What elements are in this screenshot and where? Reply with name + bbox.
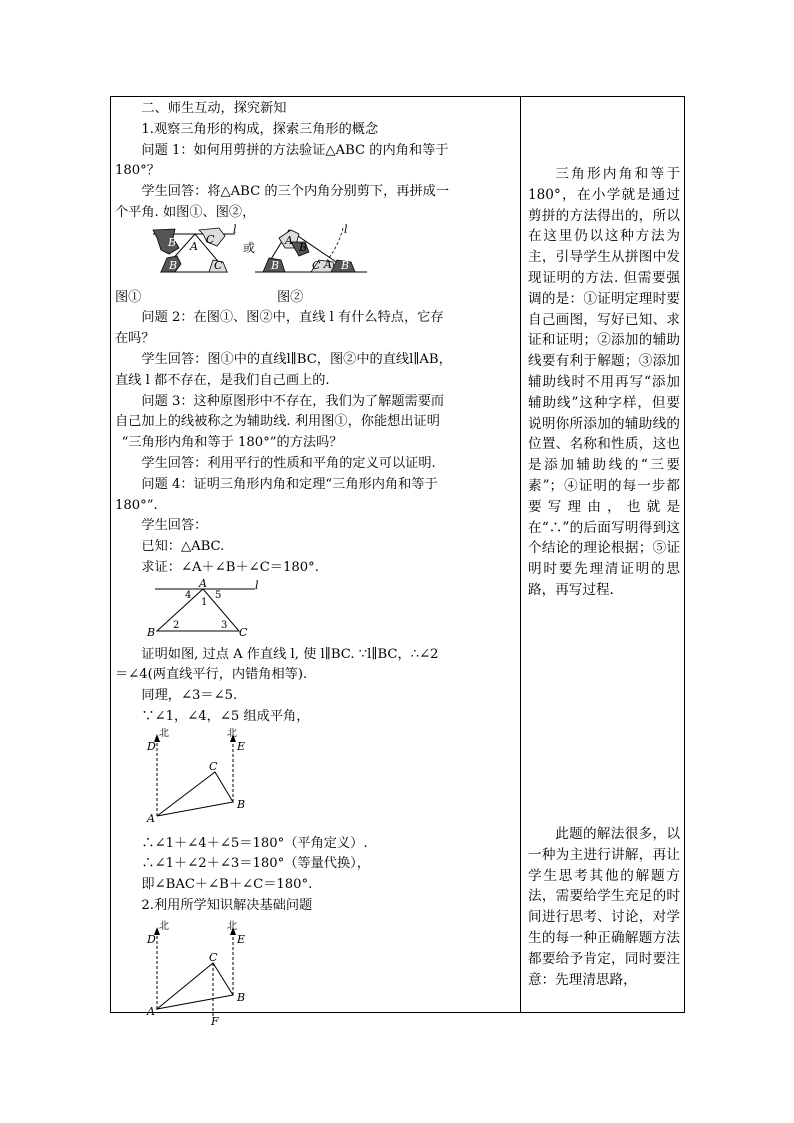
triangle-abc-figure bbox=[115, 579, 517, 637]
angle-5-label: 5 bbox=[215, 589, 222, 601]
question-1: 问题 1：如何用剪拼的方法验证△ABC 的内角和等于 bbox=[141, 142, 449, 158]
subsection-heading-2: 2.利用所学知识解决基础问题 bbox=[141, 897, 313, 913]
note-1-text: 三角形内角和等于 180°，在小学就是通过剪拼的方法得出的，所以在这里仍以这种方法为主，引导学生从拼图中发现证明的方法. 但需要强调的是：①证明定理时要自己画图，写好已知、求证和证明；②添加的辅助线要有利于解题；③添加辅助线时不用再写“添加辅助线”这种字样，但要说明你所添加的辅助线的位置、名称和性质，这也是添加辅助线的“三要素”；④证明的每一步都要写理由，也就是在“∴”的后面写明得到这个结论的理论根据；⑤证明时要先理清证明的思路，再写过程. bbox=[528, 166, 680, 598]
figure-1 bbox=[153, 224, 237, 272]
angle-2-label: 2 bbox=[173, 619, 180, 631]
section-heading: 二、师生互动，探究新知 bbox=[141, 101, 287, 116]
subsection-heading: 1.观察三角形的构成，探索三角形的概念 bbox=[141, 121, 379, 137]
angle-4-label: 4 bbox=[185, 589, 192, 601]
figure-2-caption: 图② bbox=[277, 289, 304, 305]
proof-line-2: ＝∠4(两直线平行，内错角相等). bbox=[115, 667, 308, 683]
dir2-label-b: B bbox=[237, 990, 246, 1004]
to-prove-statement: 求证：∠A＋∠B＋∠C＝180°. bbox=[141, 559, 319, 575]
given-statement: 已知：△ABC. bbox=[141, 539, 225, 555]
fig1-label-b2: B bbox=[169, 258, 178, 272]
dir2-label-e: E bbox=[237, 932, 246, 946]
tri-label-l: l bbox=[255, 578, 259, 592]
direction-figure-1 bbox=[115, 728, 517, 826]
tri-label-b: B bbox=[147, 625, 156, 637]
fig2-label-a2: A bbox=[324, 257, 332, 271]
dir2-label-d: D bbox=[147, 932, 156, 946]
tri-label-a: A bbox=[199, 578, 207, 590]
proof-line-3: 同理，∠3＝∠5. bbox=[141, 688, 238, 704]
answer-1-cont: 个平角. 如图①、图②， bbox=[115, 204, 256, 220]
direction-figure-2 bbox=[115, 917, 517, 1025]
or-label: 或 bbox=[243, 240, 256, 255]
fig2-label-c: C bbox=[312, 258, 321, 272]
angle-1-label: 1 bbox=[201, 596, 208, 608]
fig1-label-l: l bbox=[233, 223, 237, 236]
fig2-label-b2: B bbox=[271, 258, 280, 272]
north-label-right: 北 bbox=[227, 727, 237, 739]
question-1-cont: 180°？ bbox=[115, 163, 160, 179]
north-label-right-2: 北 bbox=[227, 920, 237, 932]
figure-1-caption: 图① bbox=[115, 289, 142, 305]
fig2-label-b1: B bbox=[299, 240, 308, 254]
dir1-label-e: E bbox=[237, 739, 246, 753]
fig1-label-b1: B bbox=[168, 235, 177, 249]
answer-3: 学生回答：利用平行的性质和平角的定义可以证明. bbox=[141, 455, 436, 471]
figure-captions bbox=[115, 288, 517, 309]
dir1-label-b: B bbox=[237, 797, 246, 811]
question-4-cont: 180°”. bbox=[115, 497, 158, 513]
fig1-label-c1: C bbox=[206, 232, 215, 246]
note-2-text: 此题的解法很多，以一种为主进行讲解，再让学生思考其他的解题方法，需要给学生充足的时间进行思考、讨论，对学生的每一种正确解题方法都要给予肯定，同时要注意：先理清思路， bbox=[528, 826, 680, 988]
teaching-process-column bbox=[115, 99, 517, 1033]
proof-line-4: ∵∠1，∠4，∠5 组成平角， bbox=[141, 708, 310, 724]
figure-2 bbox=[255, 224, 367, 272]
dir1-label-d: D bbox=[147, 739, 156, 753]
question-2-cont: 在吗？ bbox=[115, 331, 155, 347]
fig1-label-a: A bbox=[190, 239, 198, 253]
tri-label-c: C bbox=[239, 625, 248, 637]
fig2-label-l: l bbox=[344, 223, 348, 236]
dir2-label-c: C bbox=[209, 950, 218, 964]
answer-2-cont: 直线 l 都不存在，是我们自己画上的. bbox=[115, 372, 330, 388]
dir2-label-f: F bbox=[211, 1014, 219, 1025]
north-label-left-2: 北 bbox=[159, 920, 169, 932]
answer-4: 学生回答： bbox=[141, 518, 208, 534]
teaching-note-1 bbox=[528, 164, 680, 601]
answer-1: 学生回答：将△ABC 的三个内角分别剪下，再拼成一 bbox=[141, 184, 450, 200]
question-3-cont: 自己加上的线被称之为辅助线. 利用图①，你能想出证明 bbox=[115, 414, 440, 430]
proof-line-1: 证明如图, 过点 A 作直线 l, 使 l∥BC. ∵l∥BC，∴∠2 bbox=[141, 646, 439, 662]
proof-line-6: ∴∠1＋∠2＋∠3＝180°（等量代换）， bbox=[141, 856, 370, 872]
north-label-left: 北 bbox=[159, 727, 169, 739]
dir1-label-c: C bbox=[209, 759, 218, 773]
dir2-label-a: A bbox=[147, 1004, 155, 1018]
column-divider bbox=[520, 96, 521, 1013]
question-3: 问题 3：这种原图形中不存在，我们为了解题需要而 bbox=[141, 393, 445, 409]
fig2-label-a1: A bbox=[285, 233, 293, 247]
cut-and-paste-figures bbox=[115, 224, 517, 280]
proof-line-5: ∴∠1＋∠4＋∠5＝180°（平角定义）. bbox=[141, 835, 368, 851]
question-2: 问题 2：在图①、图②中，直线 l 有什么特点，它存 bbox=[141, 310, 444, 326]
proof-line-7: 即∠BAC＋∠B＋∠C＝180°. bbox=[141, 877, 313, 893]
answer-2: 学生回答：图①中的直线l∥BC，图②中的直线l∥AB， bbox=[141, 351, 452, 367]
teaching-note-2 bbox=[528, 824, 680, 990]
fig2-label-b3: B bbox=[341, 258, 350, 272]
question-4: 问题 4：证明三角形内角和定理“三角形内角和等于 bbox=[141, 476, 438, 492]
dir1-label-a: A bbox=[147, 811, 155, 825]
fig1-label-c2: C bbox=[214, 258, 223, 272]
angle-3-label: 3 bbox=[221, 619, 228, 631]
question-3-cont2: “三角形内角和等于 180°”的方法吗？ bbox=[121, 435, 343, 451]
